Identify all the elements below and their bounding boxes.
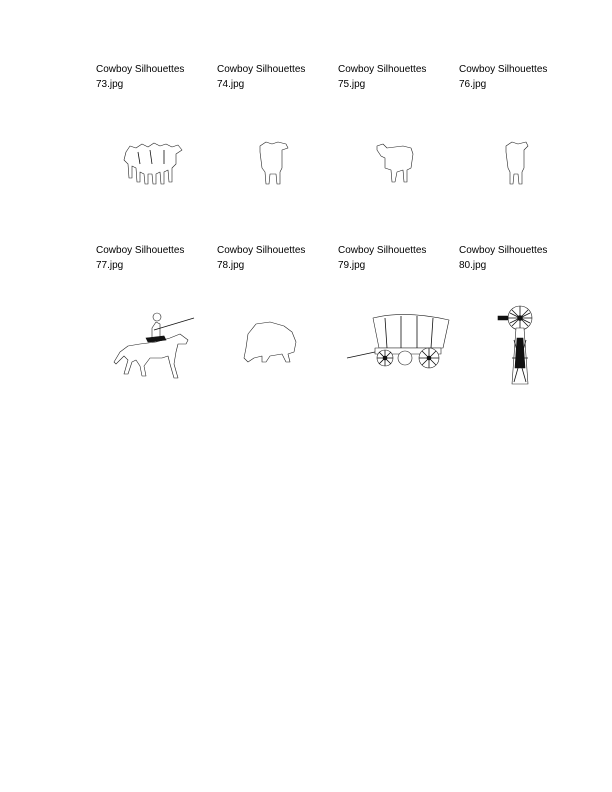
image-title: Cowboy Silhouettes [217, 245, 306, 256]
image-tile-73[interactable] [96, 62, 214, 92]
image-tile-77[interactable] [96, 243, 214, 273]
image-filename: 76.jpg [459, 79, 487, 90]
steer-icon [373, 138, 417, 188]
image-tile-75[interactable] [338, 62, 456, 92]
image-tile-80[interactable] [459, 243, 577, 273]
cattle-herd-icon [120, 138, 184, 188]
buffalo-icon [240, 318, 300, 366]
image-filename: 73.jpg [96, 79, 124, 90]
image-title: Cowboy Silhouettes [96, 245, 185, 256]
horse-rider-icon [110, 308, 196, 382]
image-title: Cowboy Silhouettes [338, 245, 427, 256]
image-tile-76[interactable] [459, 62, 577, 92]
image-filename: 74.jpg [217, 79, 245, 90]
covered-wagon-icon [345, 312, 453, 370]
image-filename: 80.jpg [459, 260, 487, 271]
image-title: Cowboy Silhouettes [338, 64, 427, 75]
image-filename: 78.jpg [217, 260, 245, 271]
image-filename: 75.jpg [338, 79, 366, 90]
image-tile-79[interactable] [338, 243, 456, 273]
steer-rear-icon [252, 138, 292, 188]
image-title: Cowboy Silhouettes [459, 245, 548, 256]
image-title: Cowboy Silhouettes [96, 64, 185, 75]
windmill-icon [494, 298, 538, 386]
steer-rear-small-icon [500, 138, 532, 188]
image-tile-74[interactable] [217, 62, 335, 92]
image-title: Cowboy Silhouettes [459, 64, 548, 75]
image-filename: 79.jpg [338, 260, 366, 271]
image-tile-78[interactable] [217, 243, 335, 273]
image-filename: 77.jpg [96, 260, 124, 271]
image-title: Cowboy Silhouettes [217, 64, 306, 75]
